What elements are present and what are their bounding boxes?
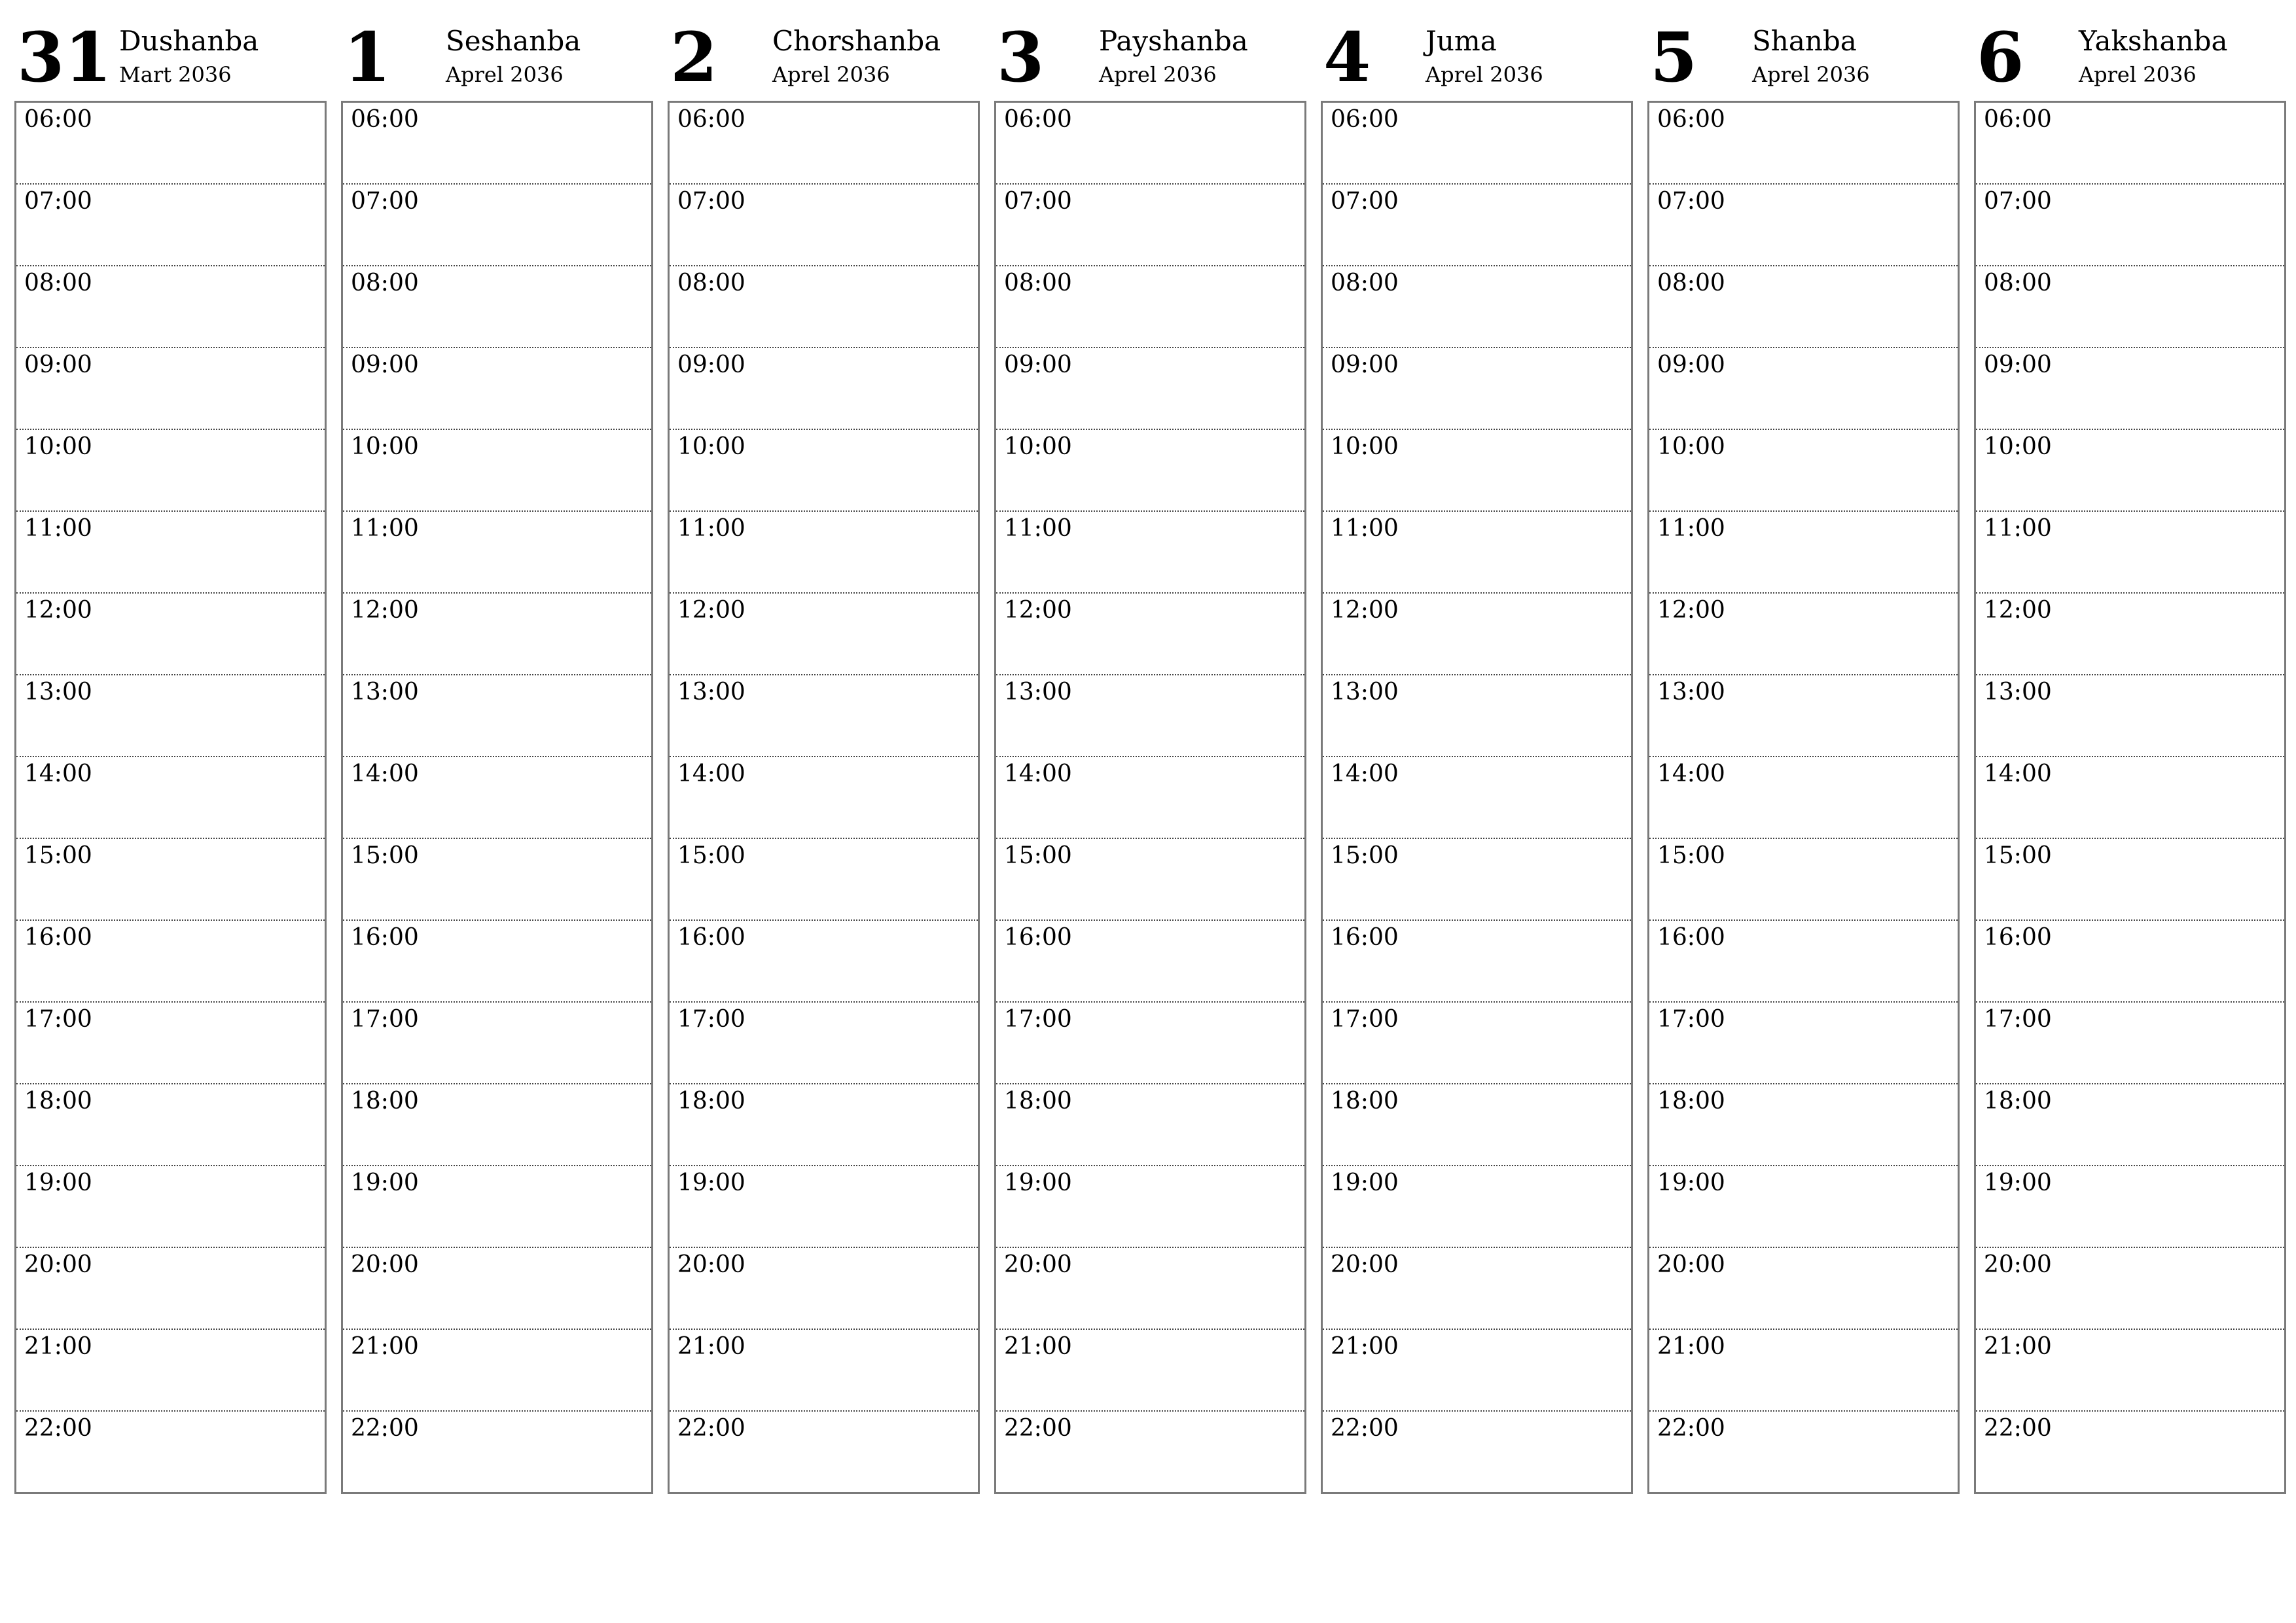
hour-slot[interactable] [1323, 430, 1631, 512]
hour-label: 18:00 [1331, 1088, 1399, 1115]
hour-label: 21:00 [677, 1333, 745, 1360]
hour-label: 22:00 [351, 1415, 419, 1442]
hour-label: 16:00 [1004, 924, 1072, 951]
hour-slot[interactable] [1976, 103, 2284, 185]
hour-label: 11:00 [1004, 515, 1072, 542]
hour-slot[interactable] [670, 266, 978, 348]
hour-label: 19:00 [1984, 1169, 2052, 1196]
hour-slot[interactable] [343, 266, 651, 348]
hour-slot[interactable] [16, 1330, 325, 1412]
hour-slot[interactable] [1649, 1084, 1958, 1166]
hour-label: 14:00 [677, 760, 745, 787]
hour-slot[interactable] [1323, 1412, 1631, 1492]
hour-slot[interactable] [16, 512, 325, 594]
hour-slot[interactable] [1649, 430, 1958, 512]
hour-label: 19:00 [24, 1169, 92, 1196]
hour-label: 09:00 [1984, 351, 2052, 378]
hour-label: 06:00 [1657, 106, 1725, 133]
hour-label: 16:00 [1331, 924, 1399, 951]
hour-label: 13:00 [351, 679, 419, 705]
day-header [1321, 18, 1633, 101]
hour-slot[interactable] [996, 430, 1304, 512]
hour-slot[interactable] [1976, 1003, 2284, 1084]
hour-label: 08:00 [1331, 270, 1399, 296]
hour-slot[interactable] [996, 185, 1304, 266]
month-label: Aprel 2036 [1752, 62, 1870, 87]
hour-label: 06:00 [24, 106, 92, 133]
hour-label: 14:00 [351, 760, 419, 787]
day-number: 5 [1650, 17, 1698, 98]
hour-label: 16:00 [1657, 924, 1725, 951]
hour-slot[interactable] [16, 921, 325, 1003]
hour-slot[interactable] [1649, 1003, 1958, 1084]
hour-slot[interactable] [670, 675, 978, 757]
day-header [1974, 18, 2286, 101]
hour-slot[interactable] [996, 512, 1304, 594]
hour-label: 12:00 [351, 597, 419, 624]
hour-label: 16:00 [677, 924, 745, 951]
hour-slot[interactable] [996, 675, 1304, 757]
hour-label: 20:00 [351, 1251, 419, 1278]
day-schedule-box [668, 101, 980, 1494]
hour-slot[interactable] [16, 1003, 325, 1084]
hour-label: 19:00 [677, 1169, 745, 1196]
hour-label: 21:00 [1004, 1333, 1072, 1360]
hour-slot[interactable] [996, 348, 1304, 430]
hour-label: 10:00 [677, 433, 745, 460]
hour-label: 12:00 [24, 597, 92, 624]
hour-label: 17:00 [1331, 1006, 1399, 1033]
hour-label: 11:00 [677, 515, 745, 542]
hour-slot[interactable] [16, 103, 325, 185]
hour-slot[interactable] [1649, 266, 1958, 348]
hour-slot[interactable] [16, 185, 325, 266]
hour-slot[interactable] [1976, 839, 2284, 921]
hour-label: 08:00 [24, 270, 92, 296]
hour-slot[interactable] [670, 103, 978, 185]
hour-slot[interactable] [1649, 1412, 1958, 1492]
hour-label: 11:00 [351, 515, 419, 542]
hour-label: 08:00 [1657, 270, 1725, 296]
hour-label: 14:00 [1331, 760, 1399, 787]
hour-label: 21:00 [1331, 1333, 1399, 1360]
hour-slot[interactable] [1976, 757, 2284, 839]
hour-label: 07:00 [1984, 188, 2052, 215]
hour-slot[interactable] [1323, 1330, 1631, 1412]
hour-slot[interactable] [16, 1166, 325, 1248]
day-column [14, 18, 327, 1494]
hour-label: 11:00 [1331, 515, 1399, 542]
hour-slot[interactable] [1976, 1166, 2284, 1248]
hour-slot[interactable] [670, 839, 978, 921]
hour-slot[interactable] [670, 512, 978, 594]
hour-slot[interactable] [1976, 512, 2284, 594]
hour-label: 13:00 [1331, 679, 1399, 705]
month-label: Aprel 2036 [446, 62, 564, 87]
hour-label: 21:00 [351, 1333, 419, 1360]
hour-slot[interactable] [16, 348, 325, 430]
month-label: Aprel 2036 [1099, 62, 1217, 87]
hour-label: 18:00 [1004, 1088, 1072, 1115]
hour-slot[interactable] [16, 594, 325, 675]
hour-label: 17:00 [1984, 1006, 2052, 1033]
hour-label: 15:00 [1657, 842, 1725, 869]
hour-slot[interactable] [343, 348, 651, 430]
hour-slot[interactable] [1323, 594, 1631, 675]
day-name: Chorshanba [772, 25, 941, 57]
hour-slot[interactable] [670, 1084, 978, 1166]
month-label: Mart 2036 [119, 62, 232, 87]
hour-label: 18:00 [1657, 1088, 1725, 1115]
hour-label: 17:00 [1657, 1006, 1725, 1033]
hour-slot[interactable] [1323, 839, 1631, 921]
hour-slot[interactable] [1649, 594, 1958, 675]
hour-label: 22:00 [677, 1415, 745, 1442]
hour-label: 16:00 [351, 924, 419, 951]
hour-label: 06:00 [1331, 106, 1399, 133]
hour-label: 18:00 [351, 1088, 419, 1115]
day-column [341, 18, 653, 1494]
day-column [1647, 18, 1960, 1494]
hour-label: 22:00 [1657, 1415, 1725, 1442]
hour-slot[interactable] [343, 675, 651, 757]
hour-slot[interactable] [1649, 185, 1958, 266]
day-schedule-box [1321, 101, 1633, 1494]
hour-label: 13:00 [677, 679, 745, 705]
hour-slot[interactable] [996, 1330, 1304, 1412]
day-schedule-box [341, 101, 653, 1494]
hour-label: 08:00 [1004, 270, 1072, 296]
hour-slot[interactable] [670, 1412, 978, 1492]
weekly-planner [14, 18, 2283, 1494]
hour-label: 09:00 [1657, 351, 1725, 378]
hour-label: 11:00 [1984, 515, 2052, 542]
hour-label: 12:00 [1331, 597, 1399, 624]
hour-slot[interactable] [996, 1166, 1304, 1248]
hour-label: 10:00 [1984, 433, 2052, 460]
hour-slot[interactable] [670, 348, 978, 430]
hour-slot[interactable] [1976, 348, 2284, 430]
hour-slot[interactable] [343, 1330, 651, 1412]
hour-label: 15:00 [677, 842, 745, 869]
hour-slot[interactable] [1649, 1166, 1958, 1248]
hour-slot[interactable] [1976, 430, 2284, 512]
hour-label: 10:00 [1331, 433, 1399, 460]
day-name: Shanba [1752, 25, 1857, 57]
hour-label: 18:00 [1984, 1088, 2052, 1115]
hour-label: 09:00 [677, 351, 745, 378]
hour-label: 18:00 [24, 1088, 92, 1115]
day-column [668, 18, 980, 1494]
hour-slot[interactable] [16, 430, 325, 512]
hour-label: 16:00 [1984, 924, 2052, 951]
hour-label: 20:00 [24, 1251, 92, 1278]
hour-label: 06:00 [1004, 106, 1072, 133]
hour-label: 22:00 [1984, 1415, 2052, 1442]
day-column [994, 18, 1306, 1494]
month-label: Aprel 2036 [1426, 62, 1543, 87]
hour-label: 09:00 [351, 351, 419, 378]
day-name: Seshanba [446, 25, 581, 57]
hour-label: 17:00 [1004, 1006, 1072, 1033]
hour-label: 21:00 [1984, 1333, 2052, 1360]
hour-slot[interactable] [16, 266, 325, 348]
hour-label: 07:00 [1004, 188, 1072, 215]
hour-label: 19:00 [351, 1169, 419, 1196]
day-name: Payshanba [1099, 25, 1248, 57]
hour-slot[interactable] [996, 1248, 1304, 1330]
hour-slot[interactable] [16, 1248, 325, 1330]
hour-slot[interactable] [1323, 1084, 1631, 1166]
hour-slot[interactable] [1649, 348, 1958, 430]
hour-slot[interactable] [996, 921, 1304, 1003]
hour-label: 20:00 [1004, 1251, 1072, 1278]
hour-slot[interactable] [343, 1248, 651, 1330]
hour-slot[interactable] [1323, 185, 1631, 266]
hour-label: 14:00 [24, 760, 92, 787]
hour-slot[interactable] [996, 266, 1304, 348]
day-header [14, 18, 327, 101]
day-number: 6 [1977, 17, 2024, 98]
day-schedule-box [994, 101, 1306, 1494]
hour-slot[interactable] [343, 839, 651, 921]
hour-label: 06:00 [351, 106, 419, 133]
hour-label: 22:00 [24, 1415, 92, 1442]
month-label: Aprel 2036 [772, 62, 890, 87]
hour-slot[interactable] [343, 430, 651, 512]
hour-slot[interactable] [343, 103, 651, 185]
hour-label: 14:00 [1984, 760, 2052, 787]
hour-label: 06:00 [677, 106, 745, 133]
hour-slot[interactable] [1976, 675, 2284, 757]
hour-slot[interactable] [1976, 921, 2284, 1003]
hour-label: 09:00 [1331, 351, 1399, 378]
day-number: 31 [17, 17, 112, 98]
hour-label: 11:00 [24, 515, 92, 542]
month-label: Aprel 2036 [2079, 62, 2197, 87]
day-schedule-box [14, 101, 327, 1494]
hour-label: 09:00 [24, 351, 92, 378]
hour-label: 13:00 [24, 679, 92, 705]
hour-label: 14:00 [1004, 760, 1072, 787]
hour-slot[interactable] [1976, 1412, 2284, 1492]
day-name: Dushanba [119, 25, 259, 57]
day-header [994, 18, 1306, 101]
hour-slot[interactable] [996, 839, 1304, 921]
hour-slot[interactable] [343, 1412, 651, 1492]
hour-label: 08:00 [1984, 270, 2052, 296]
hour-label: 12:00 [1984, 597, 2052, 624]
hour-label: 20:00 [1657, 1251, 1725, 1278]
hour-slot[interactable] [670, 1330, 978, 1412]
hour-slot[interactable] [343, 1003, 651, 1084]
day-number: 3 [997, 17, 1045, 98]
hour-label: 15:00 [1331, 842, 1399, 869]
hour-slot[interactable] [343, 1166, 651, 1248]
hour-slot[interactable] [996, 1084, 1304, 1166]
hour-slot[interactable] [1323, 757, 1631, 839]
hour-slot[interactable] [670, 757, 978, 839]
hour-label: 15:00 [351, 842, 419, 869]
hour-slot[interactable] [1976, 266, 2284, 348]
hour-label: 07:00 [24, 188, 92, 215]
hour-slot[interactable] [1323, 348, 1631, 430]
hour-slot[interactable] [16, 1084, 325, 1166]
hour-slot[interactable] [16, 675, 325, 757]
hour-label: 22:00 [1331, 1415, 1399, 1442]
hour-slot[interactable] [1649, 757, 1958, 839]
day-name: Juma [1426, 25, 1497, 57]
hour-label: 17:00 [351, 1006, 419, 1033]
hour-slot[interactable] [343, 757, 651, 839]
day-header [1647, 18, 1960, 101]
hour-label: 13:00 [1657, 679, 1725, 705]
hour-slot[interactable] [343, 1084, 651, 1166]
hour-slot[interactable] [1323, 512, 1631, 594]
hour-slot[interactable] [996, 103, 1304, 185]
hour-slot[interactable] [670, 594, 978, 675]
hour-label: 15:00 [1984, 842, 2052, 869]
hour-slot[interactable] [670, 185, 978, 266]
hour-slot[interactable] [670, 1003, 978, 1084]
hour-slot[interactable] [1649, 512, 1958, 594]
hour-slot[interactable] [996, 757, 1304, 839]
hour-slot[interactable] [1323, 1166, 1631, 1248]
hour-label: 14:00 [1657, 760, 1725, 787]
hour-label: 21:00 [1657, 1333, 1725, 1360]
hour-slot[interactable] [1323, 1003, 1631, 1084]
hour-label: 21:00 [24, 1333, 92, 1360]
hour-label: 07:00 [1657, 188, 1725, 215]
day-schedule-box [1974, 101, 2286, 1494]
hour-slot[interactable] [1323, 921, 1631, 1003]
day-schedule-box [1647, 101, 1960, 1494]
day-header [341, 18, 653, 101]
hour-slot[interactable] [1649, 1330, 1958, 1412]
hour-slot[interactable] [670, 921, 978, 1003]
hour-label: 22:00 [1004, 1415, 1072, 1442]
hour-label: 12:00 [677, 597, 745, 624]
hour-label: 13:00 [1984, 679, 2052, 705]
hour-slot[interactable] [1976, 1248, 2284, 1330]
hour-label: 17:00 [24, 1006, 92, 1033]
hour-label: 20:00 [1984, 1251, 2052, 1278]
hour-slot[interactable] [343, 512, 651, 594]
day-number: 4 [1323, 17, 1371, 98]
hour-label: 15:00 [24, 842, 92, 869]
hour-label: 06:00 [1984, 106, 2052, 133]
hour-label: 19:00 [1657, 1169, 1725, 1196]
hour-label: 10:00 [1004, 433, 1072, 460]
hour-slot[interactable] [1649, 103, 1958, 185]
day-header [668, 18, 980, 101]
hour-label: 20:00 [677, 1251, 745, 1278]
hour-slot[interactable] [1976, 185, 2284, 266]
hour-label: 18:00 [677, 1088, 745, 1115]
hour-slot[interactable] [996, 1003, 1304, 1084]
hour-label: 12:00 [1657, 597, 1725, 624]
day-name: Yakshanba [2079, 25, 2228, 57]
hour-slot[interactable] [1649, 1248, 1958, 1330]
hour-label: 17:00 [677, 1006, 745, 1033]
hour-label: 19:00 [1331, 1169, 1399, 1196]
hour-slot[interactable] [1976, 1084, 2284, 1166]
hour-label: 10:00 [1657, 433, 1725, 460]
hour-label: 20:00 [1331, 1251, 1399, 1278]
hour-label: 13:00 [1004, 679, 1072, 705]
hour-label: 19:00 [1004, 1169, 1072, 1196]
hour-slot[interactable] [670, 1166, 978, 1248]
hour-slot[interactable] [1323, 1248, 1631, 1330]
hour-slot[interactable] [996, 1412, 1304, 1492]
hour-slot[interactable] [670, 1248, 978, 1330]
hour-label: 08:00 [677, 270, 745, 296]
hour-slot[interactable] [16, 757, 325, 839]
hour-label: 11:00 [1657, 515, 1725, 542]
day-column [1321, 18, 1633, 1494]
hour-label: 10:00 [24, 433, 92, 460]
hour-label: 09:00 [1004, 351, 1072, 378]
hour-label: 07:00 [1331, 188, 1399, 215]
hour-label: 08:00 [351, 270, 419, 296]
hour-slot[interactable] [670, 430, 978, 512]
hour-slot[interactable] [1323, 103, 1631, 185]
day-number: 1 [344, 17, 391, 98]
day-column [1974, 18, 2286, 1494]
hour-label: 10:00 [351, 433, 419, 460]
hour-slot[interactable] [1649, 675, 1958, 757]
day-number: 2 [670, 17, 718, 98]
hour-slot[interactable] [1976, 1330, 2284, 1412]
hour-label: 15:00 [1004, 842, 1072, 869]
hour-slot[interactable] [16, 839, 325, 921]
hour-slot[interactable] [1649, 921, 1958, 1003]
hour-slot[interactable] [1323, 675, 1631, 757]
hour-label: 16:00 [24, 924, 92, 951]
hour-slot[interactable] [1976, 594, 2284, 675]
hour-slot[interactable] [343, 185, 651, 266]
hour-label: 07:00 [351, 188, 419, 215]
hour-slot[interactable] [343, 594, 651, 675]
hour-label: 12:00 [1004, 597, 1072, 624]
hour-slot[interactable] [1649, 839, 1958, 921]
hour-label: 07:00 [677, 188, 745, 215]
hour-slot[interactable] [16, 1412, 325, 1492]
hour-slot[interactable] [343, 921, 651, 1003]
hour-slot[interactable] [1323, 266, 1631, 348]
hour-slot[interactable] [996, 594, 1304, 675]
